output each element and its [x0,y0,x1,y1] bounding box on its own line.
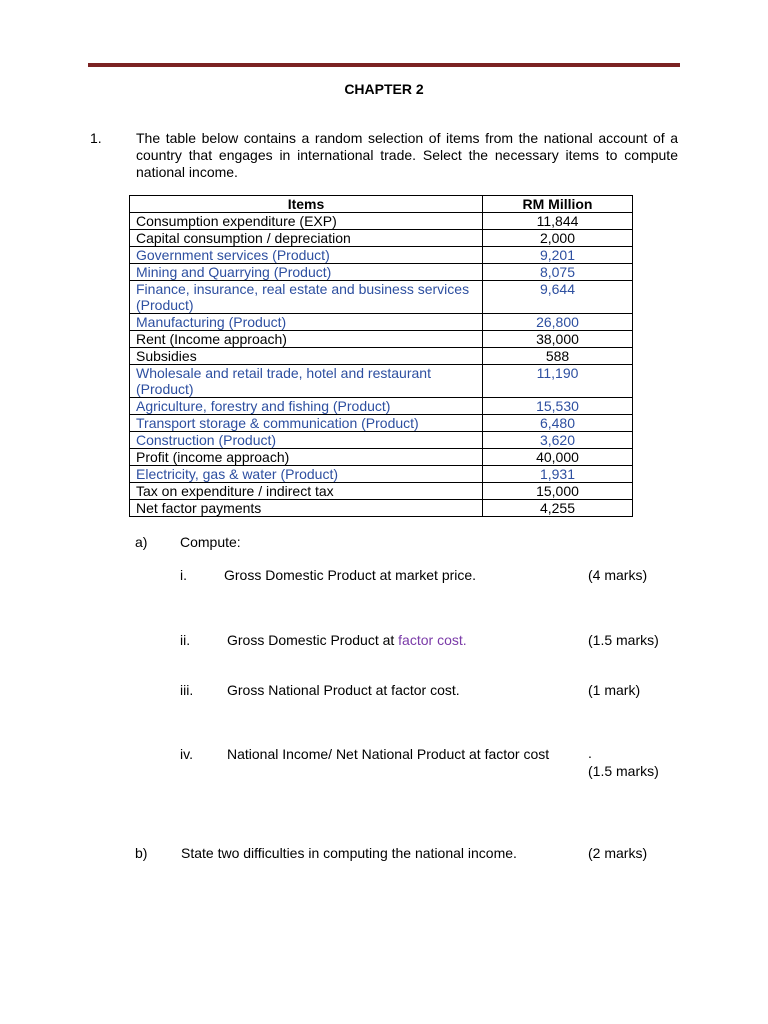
part-a-iii-text: Gross National Product at factor cost. [227,682,460,698]
row-value-cell: 15,000 [483,483,633,500]
table-row [130,264,633,281]
table-body [130,213,633,517]
row-value-cell: 588 [483,348,633,365]
row-item-cell: Subsidies [130,348,483,365]
row-item-cell: Government services (Product) [130,247,483,264]
row-value-cell: 8,075 [483,264,633,281]
row-value-cell: 11,844 [483,213,633,230]
row-item-cell: Finance, insurance, real estate and business services (Product) [130,281,483,314]
header-rule [88,63,680,67]
table-row [130,247,633,264]
part-a-ii-marks: (1.5 marks) [588,632,659,648]
part-a-i-number: i. [180,567,187,583]
part-a-iv-dot: . [588,745,592,761]
part-a-iv-text: National Income/ Net National Product at factor cost [227,746,550,762]
row-item-cell: Tax on expenditure / indirect tax [130,483,483,500]
table-row [130,230,633,247]
part-b-text: State two difficulties in computing the national income. [181,845,517,861]
row-item-cell: Wholesale and retail trade, hotel and restaurant (Product) [130,365,483,398]
table-header-row [130,196,633,213]
row-item-cell: Mining and Quarrying (Product) [130,264,483,281]
table-row [130,281,633,314]
part-a-iii-number: iii. [180,682,194,698]
table-row [130,415,633,432]
part-a-iii-marks: (1 mark) [588,682,641,698]
row-item-cell: Rent (Income approach) [130,331,483,348]
chapter-title: CHAPTER 2 [344,81,424,97]
row-item-cell: Consumption expenditure (EXP) [130,213,483,230]
row-value-cell: 6,480 [483,415,633,432]
row-item-cell: Construction (Product) [130,432,483,449]
part-a-label: a) [135,534,148,550]
row-item-cell: Profit (income approach) [130,449,483,466]
rm-million-column-header: RM Million [483,196,633,213]
row-value-cell: 2,000 [483,230,633,247]
row-value-cell: 15,530 [483,398,633,415]
row-value-cell: 3,620 [483,432,633,449]
table-row [130,432,633,449]
part-a-i-text: Gross Domestic Product at market price. [224,567,477,583]
row-item-cell: Transport storage & communication (Product) [130,415,483,432]
part-a-ii-number: ii. [180,632,191,648]
row-item-cell: Capital consumption / depreciation [130,230,483,247]
part-a-iv-marks: (1.5 marks) [588,763,659,779]
national-account-table [129,195,633,517]
table-row [130,500,633,517]
row-value-cell: 9,201 [483,247,633,264]
row-value-cell: 38,000 [483,331,633,348]
part-a-ii-text-highlight: factor cost. [398,632,467,648]
table-row [130,365,633,398]
table-row [130,398,633,415]
row-value-cell: 1,931 [483,466,633,483]
table-row [130,348,633,365]
row-value-cell: 11,190 [483,365,633,398]
row-item-cell: Agriculture, forestry and fishing (Product) [130,398,483,415]
part-b-label: b) [135,845,148,861]
question-text: The table below contains a random selection of items from the national account of a country that engages in international trade. Select the necessary items to compute national income. [136,130,678,180]
part-a-ii-text-main: Gross Domestic Product at [227,632,399,648]
table-row [130,213,633,230]
table-row [130,449,633,466]
row-value-cell: 4,255 [483,500,633,517]
row-value-cell: 40,000 [483,449,633,466]
row-value-cell: 26,800 [483,314,633,331]
question-number: 1. [90,130,102,146]
table-row [130,466,633,483]
row-item-cell: Net factor payments [130,500,483,517]
items-column-header: Items [130,196,483,213]
table-row [130,314,633,331]
part-b-marks: (2 marks) [588,845,648,861]
part-a-iv-number: iv. [180,746,193,762]
part-a-ii-text [227,632,467,648]
part-a-text: Compute: [180,534,241,550]
row-item-cell: Manufacturing (Product) [130,314,483,331]
row-value-cell: 9,644 [483,281,633,314]
row-item-cell: Electricity, gas & water (Product) [130,466,483,483]
table-row [130,483,633,500]
table-row [130,331,633,348]
part-a-i-marks: (4 marks) [588,567,648,583]
